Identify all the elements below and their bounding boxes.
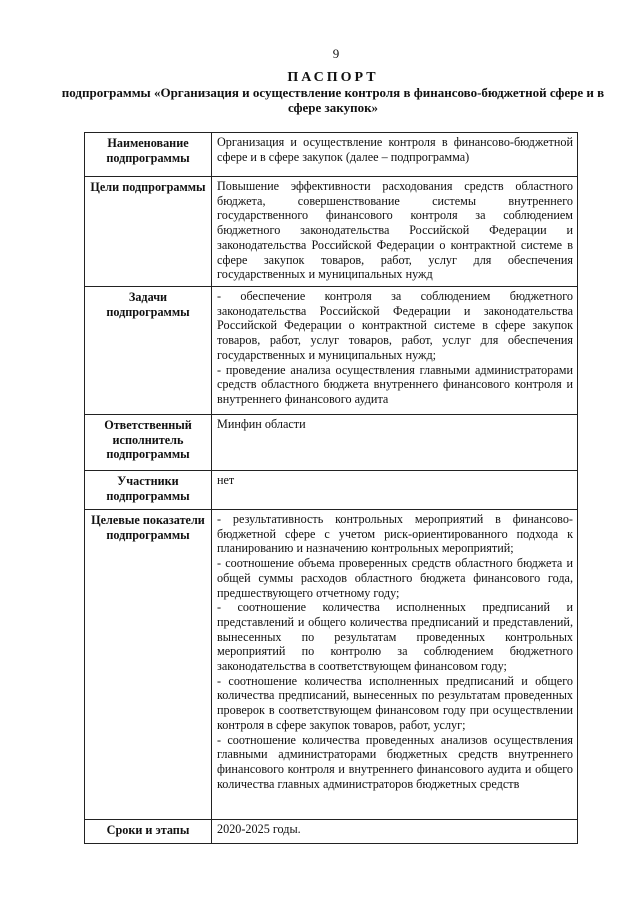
passport-table xyxy=(84,132,578,844)
row-header: Задачи подпрограммы xyxy=(85,287,212,415)
row-header: Сроки и этапы xyxy=(85,820,212,844)
row-value xyxy=(212,510,578,820)
row-header: Цели подпрограммы xyxy=(85,177,212,287)
row-value: 2020-2025 годы. xyxy=(212,820,578,844)
table-row-executor xyxy=(85,415,578,471)
table-row-tasks xyxy=(85,287,578,415)
list-item: - результативность контрольных мероприятий в финансово-бюджетной сфере с учетом риск-ориентированного подхода к планированию и назначению контрольных мероприятий; xyxy=(217,512,573,556)
list-item: - соотношение объема проверенных средств областного бюджета и общей суммы расходов областного бюджета финансового года, предшествующего отчетному году; xyxy=(217,556,573,600)
row-header: Целевые показатели подпрограммы xyxy=(85,510,212,820)
table-row-indicators xyxy=(85,510,578,820)
list-item: - соотношение количества исполненных предписаний и представлений и общего количества предписаний и представлений, вынесенных по результатам проведенных контрольных мероприятий по контролю за соблюдением бюджетного законодательства в соответствующем финансовом году; xyxy=(217,600,573,674)
document-subtitle: подпрограммы «Организация и осуществление контроля в финансово-бюджетной сфере и в сфере закупок» xyxy=(61,85,605,115)
row-value: Повышение эффективности расходования средств областного бюджета, совершенствование системы внутреннего государственного финансового контроля за соблюдением бюджетного законодательства Российской Федерации и законодательства Российской Федерации о контрактной системе в сфере закупок товаров, работ, услуг для обеспечения государственных и муниципальных нужд xyxy=(212,177,578,287)
row-header: Наименование подпрограммы xyxy=(85,133,212,177)
table-row-goals xyxy=(85,177,578,287)
row-value: Минфин области xyxy=(212,415,578,471)
table-row-name xyxy=(85,133,578,177)
page-number: 9 xyxy=(332,46,340,61)
list-item: - проведение анализа осуществления главными администраторами средств областного бюджета внутреннего финансового контроля и внутреннего финансового аудита xyxy=(217,362,573,406)
table-row-participants xyxy=(85,471,578,510)
list-item: - соотношение количества исполненных предписаний и общего количества предписаний, вынесенных по результатам проведенных проверок в соответствующем финансовом году при осуществлении контроля в сфере закупок товаров, работ, услуг; xyxy=(217,673,573,732)
row-header: Участники подпрограммы xyxy=(85,471,212,510)
list-item: - обеспечение контроля за соблюдением бюджетного законодательства Российской Федерации и законодательства Российской Федерации о контрактной системе в сфере закупок товаров, работ, услуг товаров, работ, услуг для обеспечения государственных и муниципальных нужд; xyxy=(217,289,573,362)
row-value: Организация и осуществление контроля в финансово-бюджетной сфере и в сфере закупок (далее – подпрограмма) xyxy=(212,133,578,177)
row-value: нет xyxy=(212,471,578,510)
row-header: Ответственный исполнитель подпрограммы xyxy=(85,415,212,471)
row-value xyxy=(212,287,578,415)
table-row-terms xyxy=(85,820,578,844)
list-item: - соотношение количества проведенных анализов осуществления главными администраторами бюджетных средств внутреннего финансового контроля и внутреннего финансового аудита и общего количества главных администраторов бюджетных средств xyxy=(217,732,573,791)
document-title: ПАСПОРТ xyxy=(287,70,379,85)
